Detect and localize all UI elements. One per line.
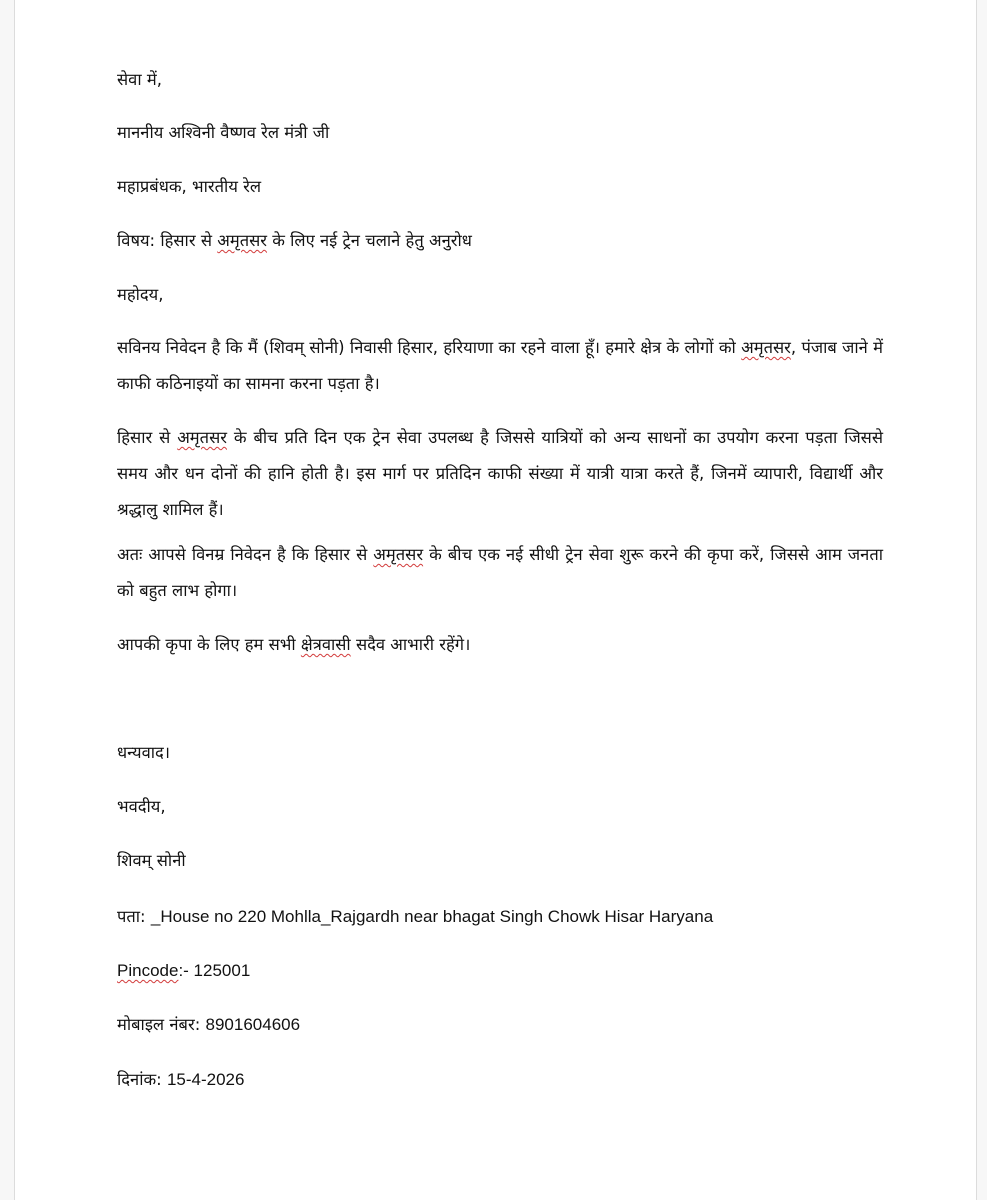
mobile-value: 8901604606 — [205, 1015, 301, 1034]
date-label: दिनांक: — [117, 1070, 167, 1089]
paragraph-3 — [117, 537, 883, 609]
paragraph-4-word: क्षेत्रवासी — [300, 635, 351, 654]
paragraph-4-part-1: आपकी कृपा के लिए हम सभी — [117, 635, 301, 654]
closing-line: भवदीय, — [117, 797, 166, 816]
paragraph-4 — [117, 634, 470, 656]
paragraph-2 — [117, 420, 883, 528]
salutation-to: सेवा में, — [117, 70, 162, 89]
paragraph-1-part-1: सविनय निवेदन है कि मैं (शिवम् सोनी) निवासी हिसार, हरियाणा का रहने वाला हूँ। हमारे क्षेत्र के लोगों को — [117, 338, 742, 357]
pincode-value: :- 125001 — [178, 961, 251, 980]
paragraph-3-city: अमृतसर — [373, 545, 424, 564]
subject-line — [117, 230, 472, 252]
address-line — [117, 906, 713, 928]
document-page — [14, 0, 977, 1200]
recipient-line-2: महाप्रबंधक, भारतीय रेल — [117, 177, 262, 196]
paragraph-2-part-2: के बीच प्रति दिन एक ट्रेन सेवा उपलब्ध है जिससे यात्रियों को अन्य साधनों का उपयोग करना पड़ता जिससे समय और धन दोनों की हानि होती है। इस मार्ग पर प्रतिदिन काफी संख्या में यात्री यात्रा करते हैं, जिनमें व्यापारी, विद्यार्थी और श्रद्धालु शामिल हैं। — [117, 428, 883, 519]
paragraph-1-city: अमृतसर — [741, 338, 791, 357]
paragraph-1-part-2: , पंजाब जाने में काफी कठिनाइयों का सामना करना पड़ता है। — [117, 338, 883, 393]
date-line — [117, 1069, 244, 1091]
subject-suffix: के लिए नई ट्रेन चलाने हेतु अनुरोध — [267, 231, 472, 250]
mobile-label: मोबाइल नंबर: — [117, 1015, 206, 1034]
paragraph-2-part-1: हिसार से — [117, 428, 178, 447]
paragraph-4-part-2: सदैव आभारी रहेंगे। — [350, 635, 471, 654]
pincode-label: Pincode — [117, 961, 179, 980]
address-value: _House no 220 Mohlla_Rajgardh near bhagat Singh Chowk Hisar Haryana — [150, 907, 714, 926]
mobile-line — [117, 1014, 300, 1036]
thanks-line: धन्यवाद। — [117, 743, 171, 762]
paragraph-3-part-2: के बीच एक नई सीधी ट्रेन सेवा शुरू करने की कृपा करें, जिससे आम जनता को बहुत लाभ होगा। — [117, 545, 883, 600]
recipient-line-1: माननीय अश्विनी वैष्णव रेल मंत्री जी — [117, 123, 330, 142]
address-label: पता: — [117, 907, 151, 926]
paragraph-1 — [117, 330, 883, 402]
subject-city: अमृतसर — [217, 231, 267, 250]
signature-name: शिवम् सोनी — [117, 851, 186, 870]
greeting: महोदय, — [117, 285, 164, 304]
paragraph-3-part-1: अतः आपसे विनम्र निवेदन है कि हिसार से — [117, 545, 374, 564]
pincode-line — [117, 960, 250, 982]
subject-prefix: विषय: हिसार से — [117, 231, 218, 250]
paragraph-2-city: अमृतसर — [177, 428, 227, 447]
date-value: 15-4-2026 — [166, 1070, 245, 1089]
